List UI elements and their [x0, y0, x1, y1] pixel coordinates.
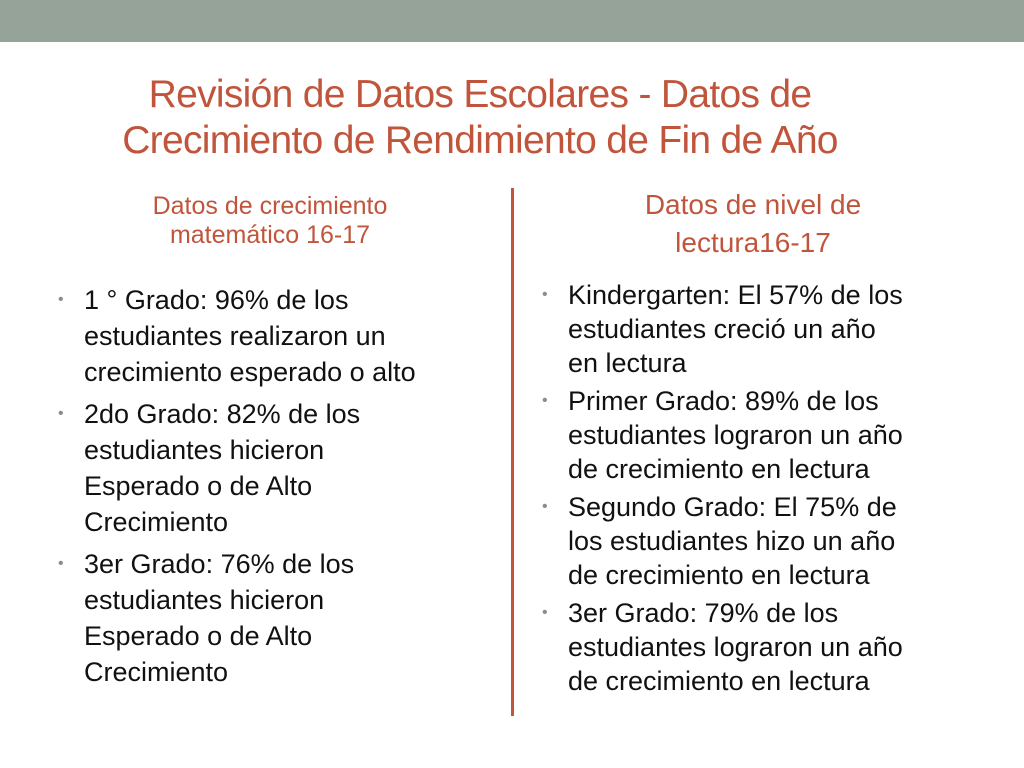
- bullet-line: Crecimiento: [84, 657, 229, 687]
- bullet-line: estudiantes lograron un año: [568, 420, 903, 450]
- bullet-text: [568, 278, 982, 380]
- reading-level-heading-line-2: lectura16-17: [675, 227, 831, 258]
- math-growth-heading-line-1: Datos de crecimiento: [152, 192, 388, 220]
- bullet-line: en lectura: [568, 348, 687, 378]
- bullet-line: Kindergarten: El 57% de los: [568, 280, 903, 310]
- bullet-line: Crecimiento: [84, 507, 229, 537]
- bullet-line: estudiantes hicieron: [84, 435, 325, 465]
- list-item: [542, 596, 982, 698]
- bullet-text: [568, 596, 982, 698]
- math-growth-heading-line-2: matemático 16-17: [169, 221, 371, 249]
- bullet-line: de crecimiento en lectura: [568, 666, 870, 696]
- bullet-line: estudiantes realizaron un: [84, 321, 386, 351]
- bullet-line: estudiantes creció un año: [568, 314, 876, 344]
- bullet-icon: •: [58, 555, 64, 572]
- list-item: [542, 278, 982, 380]
- bullet-text: [84, 396, 478, 540]
- bullet-line: Esperado o de Alto: [84, 621, 313, 651]
- list-item: [58, 282, 478, 390]
- bullet-line: 3er Grado: 76% de los: [84, 549, 355, 579]
- bullet-text: [84, 546, 478, 690]
- list-item: [542, 384, 982, 486]
- reading-level-heading-line-1: Datos de nivel de: [644, 189, 862, 220]
- bullet-line: Segundo Grado: El 75% de: [568, 492, 897, 522]
- bullet-icon: •: [542, 604, 548, 621]
- slide-title-line-2: Crecimiento de Rendimiento de Fin de Año: [122, 119, 838, 162]
- bullet-icon: •: [58, 291, 64, 308]
- bullet-text: [568, 490, 982, 592]
- bullet-line: los estudiantes hizo un año: [568, 526, 896, 556]
- reading-level-heading: [548, 186, 958, 262]
- bullet-line: Primer Grado: 89% de los: [568, 386, 879, 416]
- bullet-line: de crecimiento en lectura: [568, 560, 870, 590]
- bullet-line: Esperado o de Alto: [84, 471, 313, 501]
- math-growth-heading: [60, 192, 480, 250]
- bullet-text: [568, 384, 982, 486]
- list-item: [542, 490, 982, 592]
- math-growth-list: [58, 282, 478, 696]
- list-item: [58, 396, 478, 540]
- bullet-line: estudiantes lograron un año: [568, 632, 903, 662]
- slide-title-line-1: Revisión de Datos Escolares - Datos de: [148, 73, 812, 116]
- reading-level-list: [542, 278, 982, 702]
- bullet-line: 3er Grado: 79% de los: [568, 598, 839, 628]
- bullet-line: 2do Grado: 82% de los: [84, 399, 361, 429]
- bullet-icon: •: [542, 286, 548, 303]
- bullet-line: crecimiento esperado o alto: [84, 357, 416, 387]
- bullet-line: de crecimiento en lectura: [568, 454, 870, 484]
- bullet-icon: •: [542, 498, 548, 515]
- slide-title: [40, 72, 920, 164]
- bullet-text: [84, 282, 478, 390]
- top-accent-bar: [0, 0, 1024, 42]
- column-divider: [511, 188, 514, 716]
- bullet-line: 1 ° Grado: 96% de los: [84, 285, 349, 315]
- bullet-icon: •: [542, 392, 548, 409]
- bullet-icon: •: [58, 405, 64, 422]
- list-item: [58, 546, 478, 690]
- bullet-line: estudiantes hicieron: [84, 585, 325, 615]
